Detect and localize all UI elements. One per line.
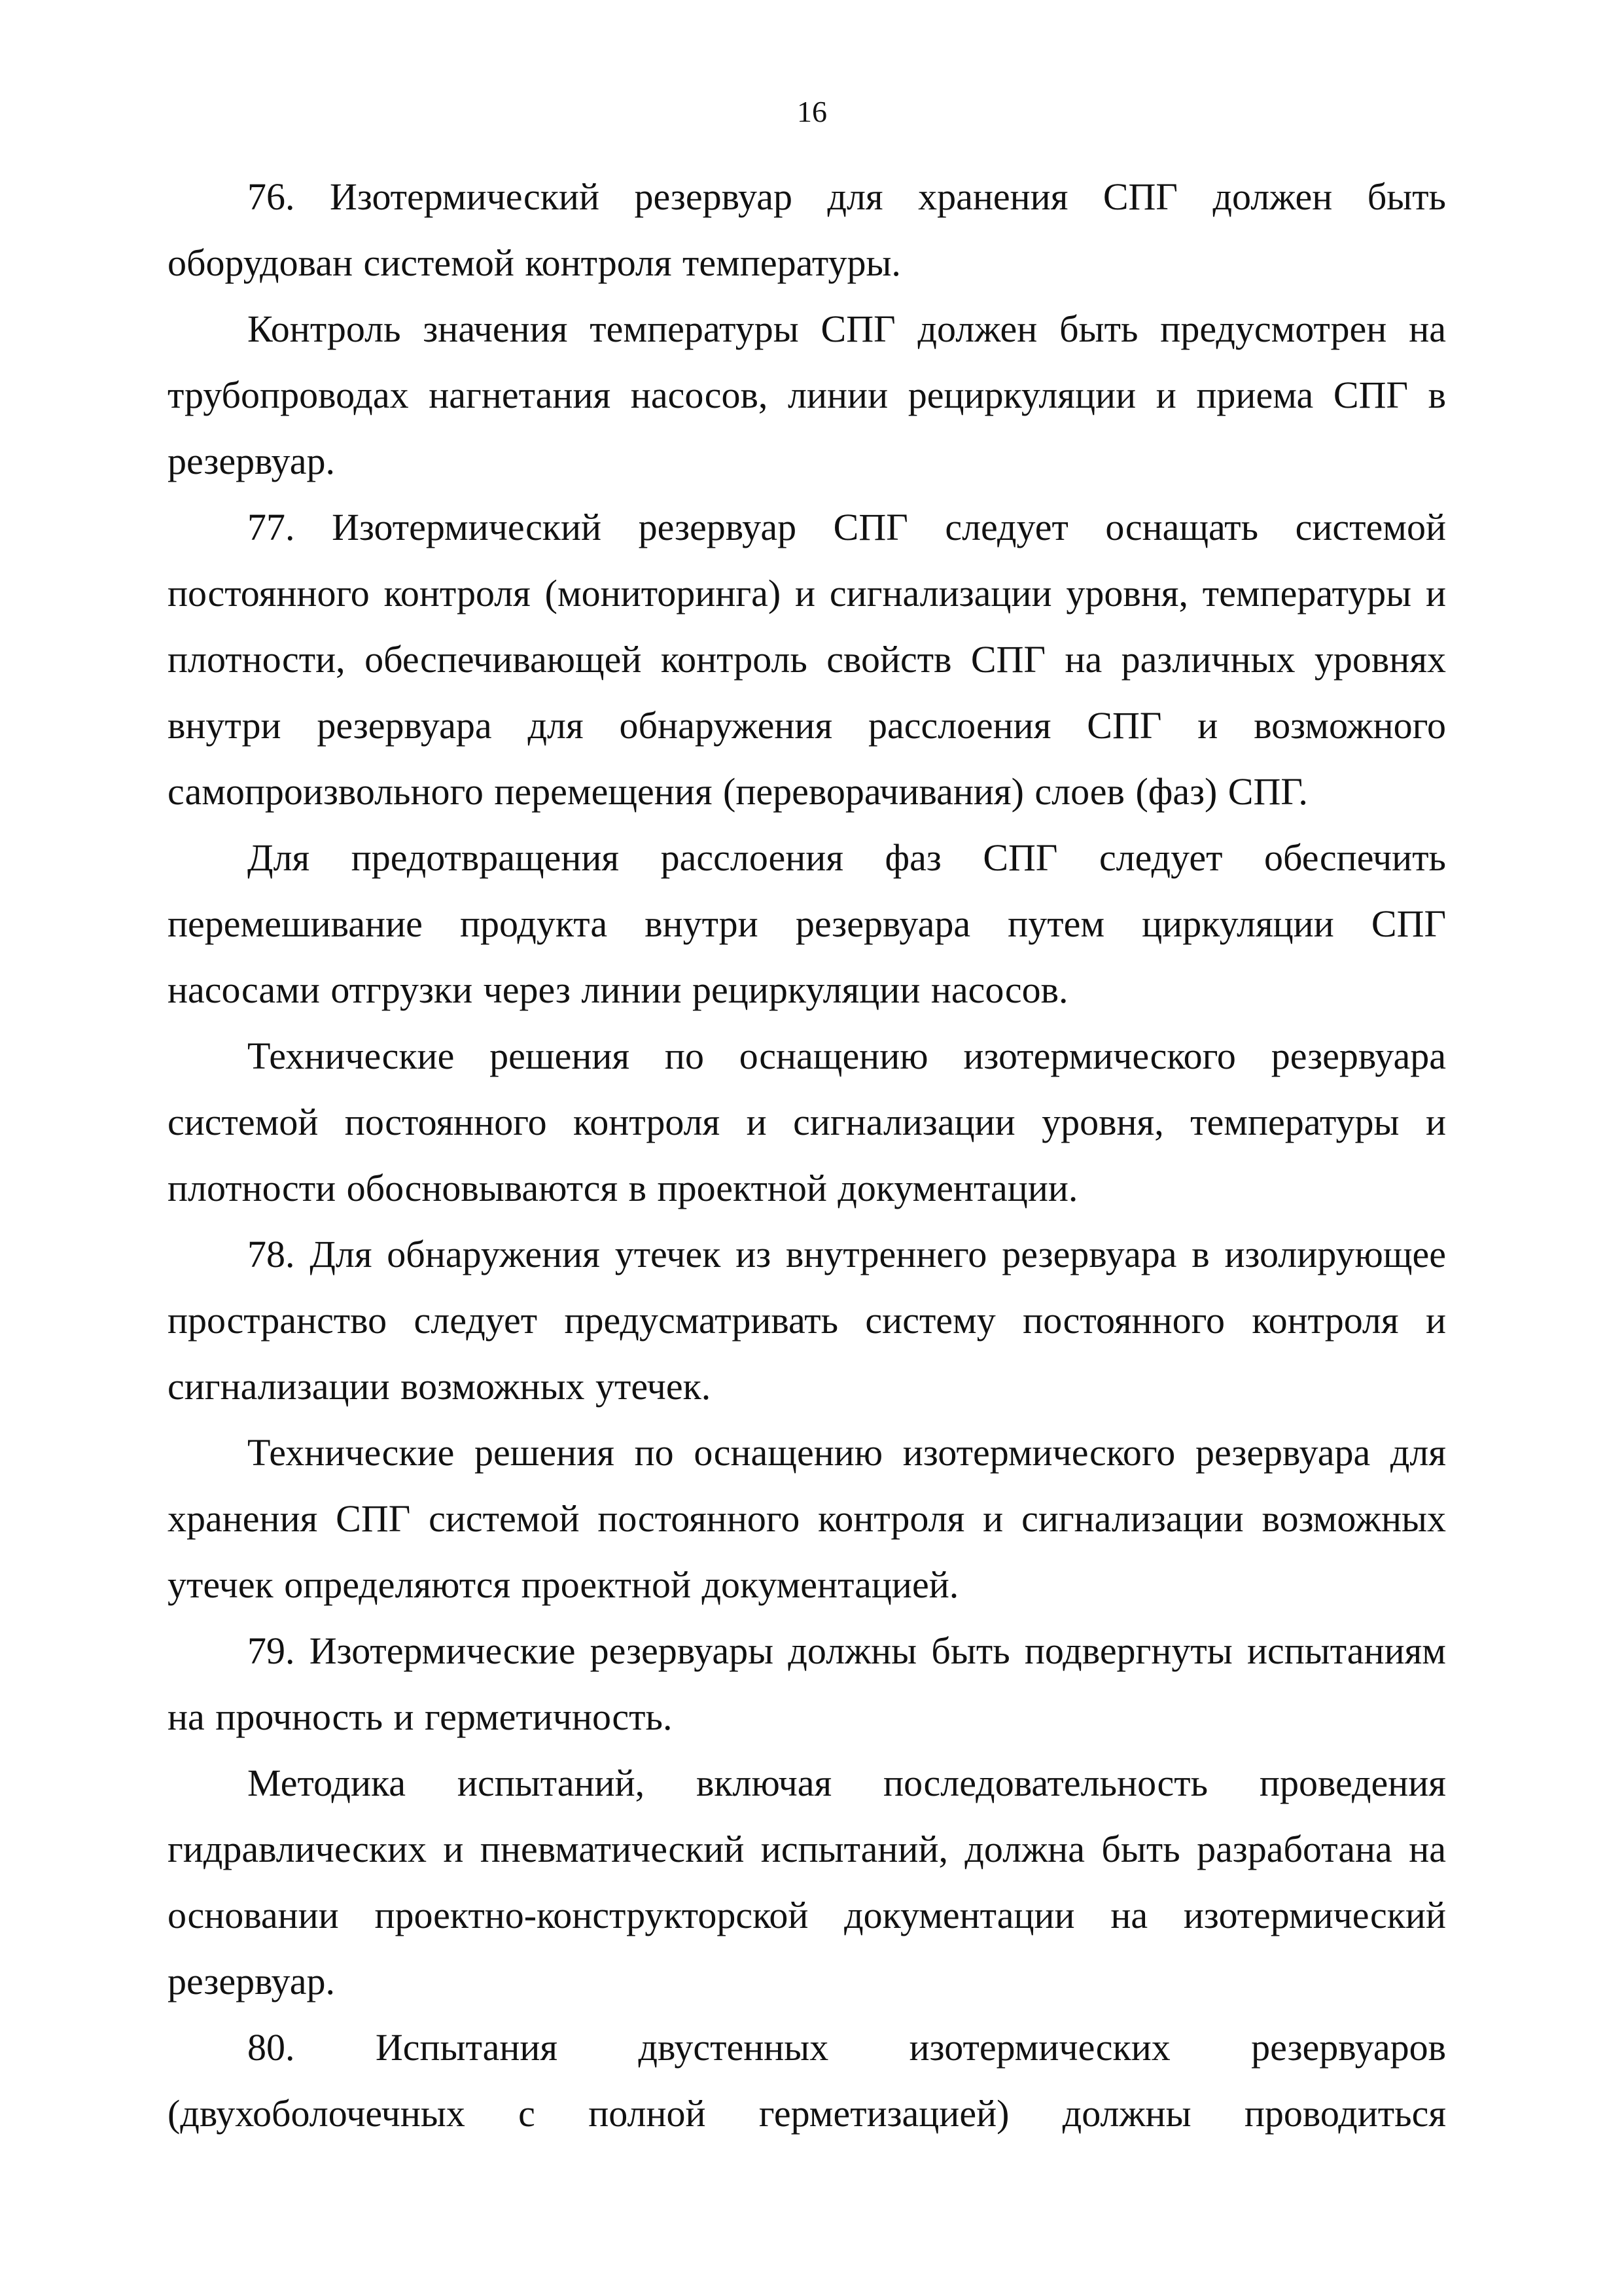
- paragraph-76: 76. Изотермический резервуар для хранения СПГ должен быть оборудован системой контроля температуры.: [168, 175, 1446, 284]
- paragraph-77-technical-solutions: Технические решения по оснащению изотермического резервуара системой постоянного контроля и сигнализации уровня, температуры и плотности обосновываются в проектной документации.: [168, 1035, 1446, 1209]
- paragraph-80: 80. Испытания двустенных изотермических резервуаров (двухоболочечных с полной герметизацией) должны проводиться: [168, 2026, 1446, 2135]
- paragraph-77: 77. Изотермический резервуар СПГ следует оснащать системой постоянного контроля (мониторинга) и сигнализации уровня, температуры и плотности, обеспечивающей контроль свойств СПГ на различных уровнях внутри резервуара для обнаружения расслоения СПГ и возможного самопроизвольного перемещения (переворачивания) слоев (фаз) СПГ.: [168, 506, 1446, 813]
- paragraph-79: 79. Изотермические резервуары должны быть подвергнуты испытаниям на прочность и герметичность.: [168, 1629, 1446, 1738]
- paragraph-78-technical-solutions: Технические решения по оснащению изотермического резервуара для хранения СПГ системой постоянного контроля и сигнализации возможных утечек определяются проектной документацией.: [168, 1431, 1446, 1606]
- paragraph-78: 78. Для обнаружения утечек из внутреннего резервуара в изолирующее пространство следует предусматривать систему постоянного контроля и сигнализации возможных утечек.: [168, 1233, 1446, 1408]
- page-number: 16: [797, 95, 827, 128]
- document-body: [168, 164, 1446, 2146]
- paragraph-77-stratification: Для предотвращения расслоения фаз СПГ следует обеспечить перемешивание продукта внутри резервуара путем циркуляции СПГ насосами отгрузки через линии рециркуляции насосов.: [168, 836, 1446, 1011]
- paragraph-76-temperature-control: Контроль значения температуры СПГ должен быть предусмотрен на трубопроводах нагнетания насосов, линии рециркуляции и приема СПГ в резервуар.: [168, 308, 1446, 482]
- paragraph-79-methodology: Методика испытаний, включая последовательность проведения гидравлических и пневматический испытаний, должна быть разработана на основании проектно-конструкторской документации на изотермический резервуар.: [168, 1762, 1446, 2002]
